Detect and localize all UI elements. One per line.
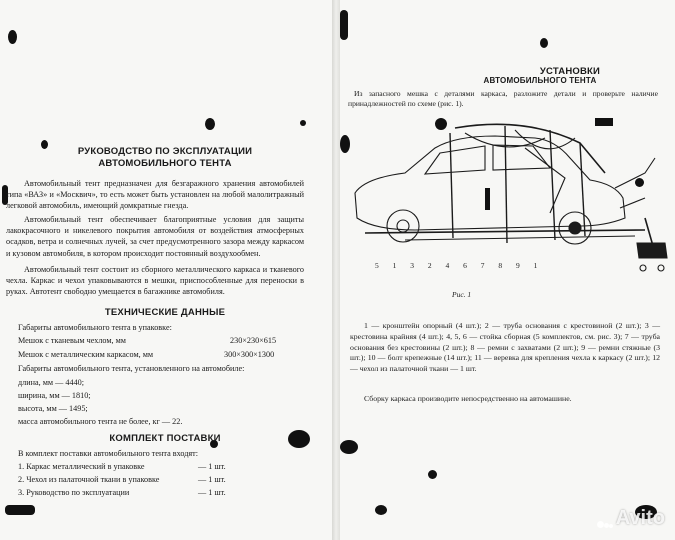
scan-blot	[288, 430, 310, 448]
scan-blot	[205, 118, 215, 130]
avito-logo-icon	[597, 511, 613, 527]
parts-legend: 1 — кронштейн опорный (4 шт.); 2 — труба основания с крестовиной (2 шт.); 3 — крестовина крайняя (4 шт.); 4, 5, 6 — стойка сборная (5 комплектов, см. рис. 3); 7 — труба основания без крестовины (2 шт.); 8 — ремни с захватами (2 шт.); 9 — ремни стяжные (3 шт.); 10 — болт крепежные (14 шт.); 11 — веревка для крепления чехла к каркасу (2 шт.); 12 — чехол из палаточной ткани — 1 шт.	[350, 321, 660, 374]
specs-title: ТЕХНИЧЕСКИЕ ДАННЫЕ	[104, 307, 226, 318]
scan-blot	[300, 120, 306, 126]
spec-mass: масса автомобильного тента не более, кг — 22.	[18, 417, 183, 426]
spec-width: ширина, мм — 1810;	[18, 391, 91, 400]
watermark-text: Avito	[615, 507, 665, 529]
scan-blot	[8, 30, 17, 44]
spec-bag-frame-value: 300×300×1300	[224, 350, 275, 359]
install-title-line1: УСТАНОВКИ	[539, 66, 601, 77]
spec-height: высота, мм — 1495;	[18, 404, 88, 413]
spec-pack-label: Габариты автомобильного тента в упаковке:	[18, 323, 172, 332]
kit-title: КОМПЛЕКТ ПОСТАВКИ	[109, 433, 221, 444]
spec-bag-frame-label: Мешок с металлическим каркасом, мм	[18, 350, 154, 359]
kit-item-qty: — 1 шт.	[198, 462, 226, 471]
avito-watermark	[597, 507, 665, 530]
intro-paragraph-1: Автомобильный тент предназначен для безгаражного хранения автомобилей типа «ВАЗ» и «Москвич», то есть может быть установлен на любой малолитражный легковой автомобиль, имеющий домкратные гнезда.	[6, 179, 304, 211]
spec-length: длина, мм — 4440;	[18, 378, 85, 387]
scan-blot	[428, 470, 437, 479]
scan-blot	[375, 505, 387, 515]
manual-title-line2: АВТОМОБИЛЬНОГО ТЕНТА	[98, 158, 232, 169]
scan-blot	[540, 38, 548, 48]
kit-intro: В комплект поставки автомобильного тента входят:	[18, 449, 199, 458]
figure-caption: Рис. 1	[452, 290, 472, 299]
spec-installed-label: Габариты автомобильного тента, установленного на автомобиле:	[18, 364, 245, 373]
spec-bag-fabric-value: 230×230×615	[230, 336, 277, 345]
scan-blot	[340, 10, 348, 40]
kit-item-qty: — 1 шт.	[198, 488, 226, 497]
scan-blot	[340, 440, 358, 454]
intro-paragraph-3: Автомобильный тент состоит из сборного металлического каркаса и тканевого чехла. Каркас и чехол упаковываются в мешки, приспособленные для переноски в руках. Автотент свободно умещается в багажнике автомобиля.	[6, 265, 304, 297]
scan-blot	[5, 505, 35, 515]
install-intro: Из запасного мешка с деталями каркаса, разложите детали и проверьте наличие принадлежностей по схеме (рис. 1).	[348, 89, 658, 108]
manual-title-line1: РУКОВОДСТВО ПО ЭКСПЛУАТАЦИИ	[77, 146, 253, 157]
kit-item-label: 3. Руководство по эксплуатации	[18, 488, 130, 497]
intro-paragraph-2: Автомобильный тент обеспечивает благоприятные условия для защиты лакокрасочного и никелевого покрытия автомобиля от воздействия атмосферных осадков, ветра и солнечных лучей, за счет предусмотренного зазора между каркасом и кузовом автомобиля, в котором происходит постоянный воздухообмен.	[6, 215, 304, 258]
left-page	[0, 0, 335, 540]
right-page	[340, 0, 675, 540]
diagram-part-numbers: 5 1 3 2 4 6 7 8 9 1	[375, 261, 544, 270]
kit-item-label: 2. Чехол из палаточной ткани в упаковке	[18, 475, 160, 484]
kit-item-qty: — 1 шт.	[198, 475, 226, 484]
spec-bag-fabric-label: Мешок с тканевым чехлом, мм	[18, 336, 126, 345]
assembly-note: Сборку каркаса производите непосредственно на автомашине.	[364, 394, 572, 403]
kit-item-label: 1. Каркас металлический в упаковке	[18, 462, 145, 471]
install-title-line2: АВТОМОБИЛЬНОГО ТЕНТА	[483, 76, 597, 85]
